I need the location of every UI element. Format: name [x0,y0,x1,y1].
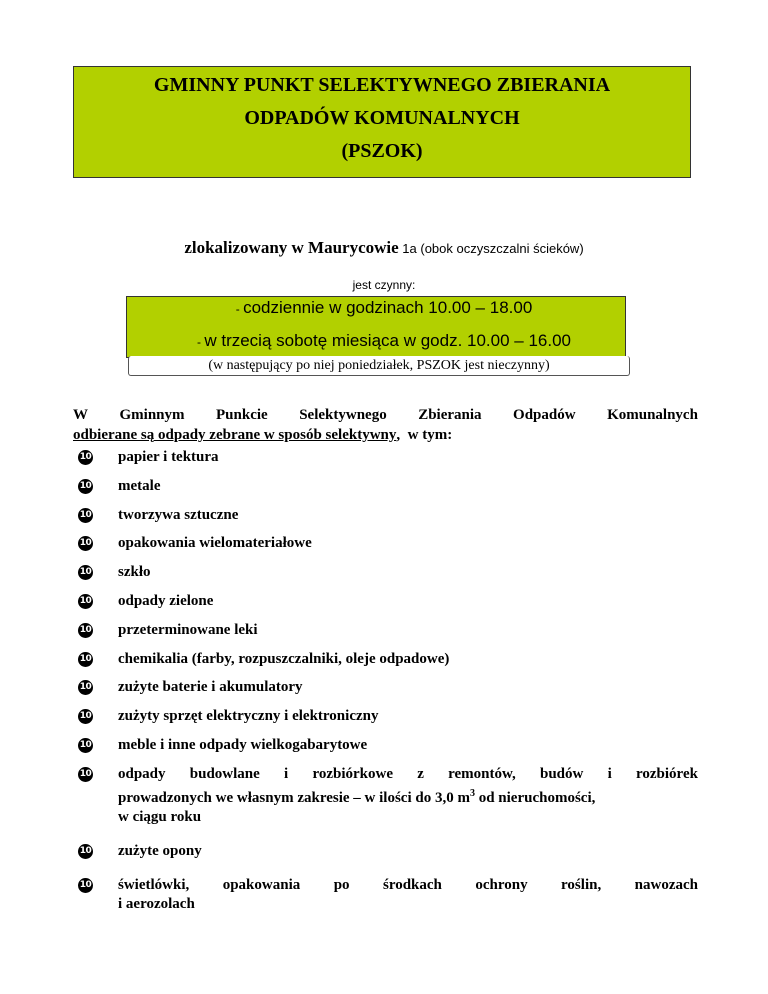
superscript: 3 [469,787,475,799]
list-item [73,477,698,496]
list-item-last [73,876,698,914]
location-bold: zlokalizowany w Maurycowie [184,238,399,257]
title-line-2: ODPADÓW KOMUNALNYCH [244,107,520,129]
dash: - [197,335,205,349]
construction-text-end: od nieruchomości, [474,789,596,806]
title-line-3: (PSZOK) [341,140,423,162]
list-item [73,448,698,467]
item-text: zużyty sprzęt elektryczny i elektroniczny [118,708,379,725]
hours-line-1 [0,298,768,318]
list-item-construction [73,765,698,827]
last-line-1: świetlówki, opakowania po środkach ochrony roślin, nawozach [118,876,698,893]
list-item [73,736,698,755]
item-text: tworzywa sztuczne [118,506,239,523]
circled-number-icon: 10 [78,565,93,580]
circled-number-icon: 10 [78,709,93,724]
circled-number-icon: 10 [78,623,93,638]
list-item [73,592,698,611]
item-text: opakowania wielomateriałowe [118,535,312,552]
intro-word: W [73,407,88,423]
list-item [73,563,698,582]
construction-line-2 [118,784,698,808]
list-item [73,621,698,640]
item-text: odpady zielone [118,592,214,609]
list-item [73,506,698,525]
item-text: zużyte baterie i akumulatory [118,679,303,696]
item-text: szkło [118,564,151,581]
intro-word: Zbierania [418,407,482,423]
circled-number-icon: 10 [78,652,93,667]
construction-line-1: odpady budowlane i rozbiórkowe z remontów, budów i rozbiórek [118,765,698,782]
title-box [73,66,691,178]
item-text: meble i inne odpady wielkogabarytowe [118,736,368,753]
circled-number-icon: 10 [78,594,93,609]
circled-number-icon: 10 [78,508,93,523]
waste-list [73,448,698,924]
location-rest: 1a (obok oczyszczalni ścieków) [398,241,584,256]
intro-underlined: odbierane są odpady zebrane w sposób selektywny [73,427,397,443]
list-item [73,842,698,861]
circled-number-icon: 10 [78,680,93,695]
circled-number-icon: 10 [78,878,93,893]
location-line [0,238,768,258]
item-text: papier i tektura [118,449,219,465]
circled-number-icon: 10 [78,844,93,859]
intro-rest: , w tym: [396,427,453,443]
hours-note: (w następujący po niej poniedziałek, PSZOK jest nieczynny) [128,356,630,376]
list-item [73,534,698,553]
intro-word: Gminnym [119,407,185,423]
item-text: zużyte opony [118,842,202,859]
construction-line-3: w ciągu roku [118,808,202,825]
list-item [73,707,698,726]
intro-word: Odpadów [513,407,576,423]
list-item [73,650,698,669]
item-text: przeterminowane leki [118,621,258,638]
item-text: metale [118,477,161,494]
circled-number-icon: 10 [78,536,93,551]
intro-word: Punkcie [216,407,268,423]
intro-word: Selektywnego [299,407,387,423]
circled-number-icon: 10 [78,450,93,465]
hours-line-2 [0,331,768,351]
list-item [73,678,698,697]
intro-word: Komunalnych [607,407,698,423]
item-text: chemikalia (farby, rozpuszczalniki, oleje odpadowe) [118,650,450,667]
construction-text: prowadzonych we własnym zakresie – w ilości do 3,0 m [118,789,470,806]
last-line-2: i aerozolach [118,895,195,912]
intro-paragraph [73,405,698,445]
hours-text-1: codziennie w godzinach 10.00 – 18.00 [243,298,533,317]
hours-text-2: w trzecią sobotę miesiąca w godz. 10.00 – 16.00 [204,331,571,350]
circled-number-icon: 10 [78,479,93,494]
active-label: jest czynny: [352,278,416,292]
title-line-1: GMINNY PUNKT SELEKTYWNEGO ZBIERANIA [153,74,611,96]
dash: - [235,302,244,316]
circled-number-icon: 10 [78,767,93,782]
circled-number-icon: 10 [78,738,93,753]
